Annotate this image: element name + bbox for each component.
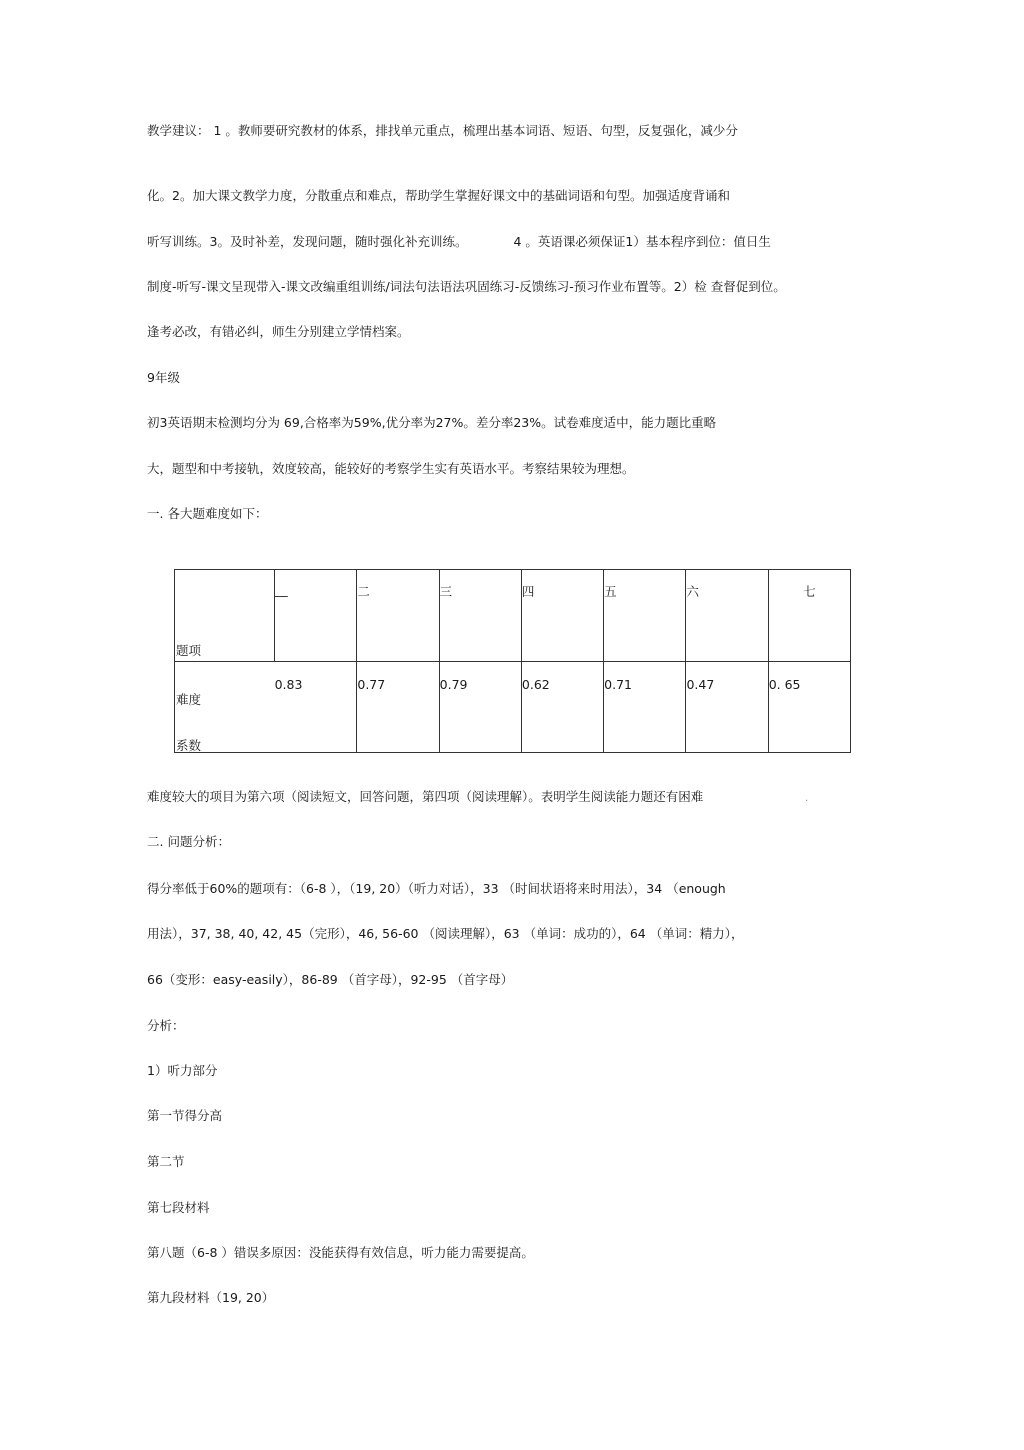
- table-row-label: [176, 677, 201, 769]
- paragraph-low-score-items-3: 66（变形：easy-easily），86-89 （首字母），92-95 （首字母）: [147, 972, 514, 987]
- table-row-label-line-2: 系数: [176, 738, 202, 753]
- paragraph-low-score-items-1: 得分率低于60%的题项有：（6-8 ），（19, 20）（听力对话），33 （时间状语将来时用法），34 （enough: [147, 881, 726, 896]
- table-header-3: 三: [439, 584, 453, 599]
- table-header-cell: [604, 570, 686, 662]
- table-value-2: 0.77: [357, 677, 386, 692]
- table-value-1: 0.83: [274, 677, 303, 692]
- material-nine-heading: 第九段材料（19, 20）: [147, 1290, 275, 1305]
- table-header-1: __: [275, 582, 288, 597]
- table-header-6: 六: [686, 584, 699, 599]
- paragraph-teaching-suggestion-4: 制度-听写-课文呈现带入-课文改编重组训练/词法句法语法巩固练习-反馈练习-预习作业布置等。2）检 查督促到位。: [147, 279, 786, 294]
- table-header-cell: [357, 570, 439, 662]
- table-cell: [521, 662, 603, 753]
- paragraph-exam-summary-1: 初3英语期末检测均分为 69,合格率为59%,优分率为27%。差分率23%。试卷难度适中，能力题比重略: [147, 415, 717, 430]
- table-header-2: 二: [357, 584, 370, 599]
- listening-section-heading: 1）听力部分: [147, 1063, 218, 1078]
- table-header-label: 题项: [176, 643, 202, 658]
- table-row: [175, 662, 851, 753]
- paragraph-difficulty-note: 难度较大的项目为第六项（阅读短文，回答问题，第四项（阅读理解）。表明学生阅读能力题还有困难: [147, 789, 704, 804]
- stray-mark: .: [805, 793, 809, 804]
- table-value-6: 0.47: [686, 677, 715, 692]
- table-value-5: 0.71: [604, 677, 633, 692]
- table-cell: [357, 662, 439, 753]
- section-two-heading: 第二节: [147, 1154, 185, 1169]
- paragraph-teaching-suggestion-3b: 4 。英语课必须保证1）基本程序到位：值日生: [513, 234, 771, 249]
- table-cell: [275, 662, 357, 753]
- table-header-cell: [275, 570, 357, 662]
- paragraph-teaching-suggestion-3: [147, 234, 771, 250]
- table-header-7: 七: [803, 584, 816, 599]
- table-value-3: 0.79: [439, 677, 468, 692]
- paragraph-teaching-suggestion-1: 教学建议： 1 。教师要研究教材的体系，排找单元重点，梳理出基本词语、短语、句型，反复强化，减少分: [147, 123, 738, 138]
- table-header-4: 四: [521, 584, 535, 599]
- analysis-heading: 分析：: [147, 1018, 185, 1033]
- difficulty-table: [174, 569, 851, 753]
- paragraph-teaching-suggestion-2: 化。2。加大课文教学力度，分散重点和难点，帮助学生掌握好课文中的基础词语和句型。加强适度背诵和: [147, 188, 730, 203]
- table-header-cell: [521, 570, 603, 662]
- section-heading-difficulty: 一. 各大题难度如下：: [147, 506, 268, 521]
- paragraph-exam-summary-2: 大，题型和中考接轨，效度较高，能较好的考察学生实有英语水平。考察结果较为理想。: [147, 461, 635, 476]
- paragraph-low-score-items-2: 用法），37, 38, 40, 42, 45（完形），46, 56-60 （阅读理解），63 （单词：成功的），64 （单词：精力），: [147, 926, 744, 941]
- question-eight-note: 第八题（6-8 ）错误多原因：没能获得有效信息，听力能力需要提高。: [147, 1245, 534, 1260]
- table-cell: [686, 662, 768, 753]
- table-header-cell: [768, 570, 850, 662]
- section-heading-problem-analysis: 二. 问题分析：: [147, 834, 230, 849]
- table-header-cell: [439, 570, 521, 662]
- table-header-label-cell: [175, 570, 275, 662]
- table-value-7: 0. 65: [768, 677, 801, 692]
- table-cell: [768, 662, 850, 753]
- table-cell: [439, 662, 521, 753]
- table-cell: [604, 662, 686, 753]
- table-header-row: [175, 570, 851, 662]
- table-header-5: 五: [604, 584, 617, 599]
- section-one-note: 第一节得分高: [147, 1108, 223, 1123]
- paragraph-teaching-suggestion-5: 逢考必改，有错必纠，师生分别建立学情档案。: [147, 324, 410, 339]
- grade-heading: 9年级: [147, 370, 180, 385]
- table-row-label-cell: [175, 662, 275, 753]
- table-value-4: 0.62: [521, 677, 550, 692]
- table-row-label-line-1: 难度: [176, 692, 202, 707]
- paragraph-teaching-suggestion-3a: 听写训练。3。及时补差，发现问题，随时强化补充训练。: [147, 234, 468, 249]
- table-header-cell: [686, 570, 768, 662]
- material-seven-heading: 第七段材料: [147, 1200, 210, 1215]
